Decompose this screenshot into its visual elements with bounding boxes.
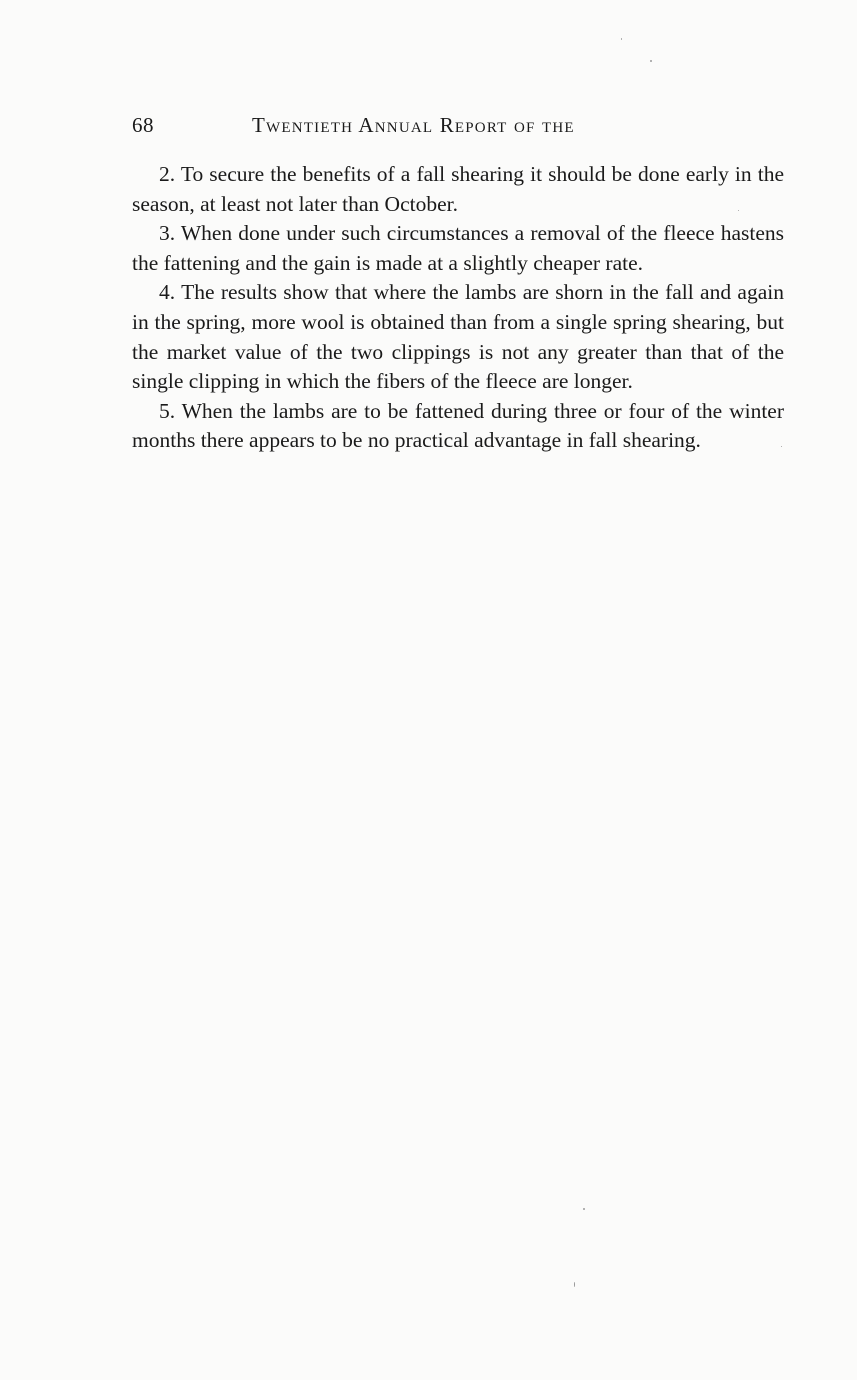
scan-speck (781, 446, 782, 447)
scan-speck (650, 60, 652, 62)
paragraph-item-5: 5. When the lambs are to be fattened during three or four of the winter months there appears to be no practical advantage in fall shearing. (132, 398, 784, 453)
running-head (132, 113, 784, 143)
scan-speck (738, 210, 739, 211)
scan-speck (621, 38, 622, 40)
scan-speck (574, 1282, 575, 1287)
page-number: 68 (132, 113, 154, 137)
paragraph-item-3: 3. When done under such circumstances a removal of the fleece hastens the fattening and the gain is made at a slightly cheaper rate. (132, 221, 784, 275)
running-head-title: Twentieth Annual Report of the (252, 113, 575, 137)
paragraph-item-2: 2. To secure the benefits of a fall shearing it should be done early in the season, at least not later than October. (132, 162, 784, 216)
paragraph-item-4: 4. The results show that where the lambs are shorn in the fall and again in the spring, more wool is obtained than from a single spring shearing, but the market value of the two clippings is not any greater than that of the single clipping in which the fibers of the fleece are longer. (132, 280, 784, 394)
scan-speck (583, 1208, 585, 1210)
body-text (132, 160, 784, 456)
